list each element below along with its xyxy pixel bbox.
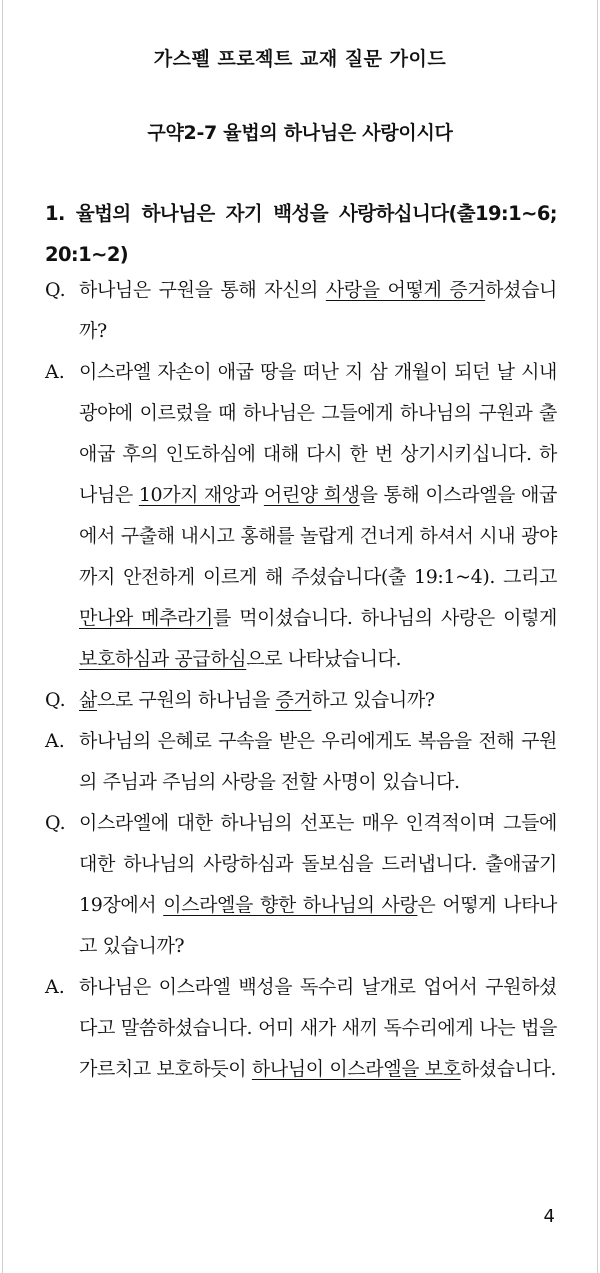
underlined-phrase: 이스라엘을 향한 하나님의 사랑 (163, 894, 418, 916)
text-segment: 하고 있습니까? (311, 689, 435, 711)
answer-label: A. (45, 361, 65, 383)
text-segment: 으로 구원의 하나님을 (96, 689, 276, 711)
answer-label: A. (45, 976, 65, 998)
text-segment: 하나님의 은혜로 구속을 받은 우리에게도 복음을 전해 구원의 주님과 주님의 사랑을 전할 사명이 있습니다. (79, 730, 557, 793)
answer-label: A. (45, 730, 65, 752)
answer-block (0, 352, 600, 680)
text-segment: 이스라엘 자손이 애굽 땅을 떠난 지 삼 개월이 되던 날 시내 광야에 이르렀을 때 하나님은 그들에게 하나님의 구원과 출애굽 후의 인도하심에 대해 다시 한 번 상기시키십니다. 하나님은 (79, 361, 557, 506)
lesson-title: 구약2-7 율법의 하나님은 사랑이시다 (147, 122, 453, 144)
answer-text (79, 721, 557, 803)
text-segment: 이스라엘에 대한 하나님의 선포는 매우 인격적이며 그들에 대한 하나님의 사랑하심과 돌보심을 드러냅니다. 출애굽기 19장에서 (79, 812, 557, 916)
question-block (0, 270, 600, 352)
underlined-phrase: 어린양 희생 (263, 484, 360, 506)
question-label: Q. (45, 812, 66, 834)
guide-title: 가스펠 프로젝트 교재 질문 가이드 (153, 48, 447, 70)
text-segment: 하나님은 구원을 통해 자신의 (79, 279, 326, 301)
qa-list (0, 270, 600, 1090)
question-block (0, 803, 600, 967)
answer-text (79, 967, 557, 1090)
text-segment: 를 먹이셨습니다. 하나님의 사랑은 이렇게 (212, 607, 557, 629)
question-text (79, 680, 557, 721)
underlined-phrase: 삶 (79, 689, 97, 711)
text-segment: 과 (239, 484, 264, 506)
underlined-phrase: 10가지 재앙 (138, 484, 240, 506)
text-segment: 하셨습니까? (79, 279, 557, 342)
section-heading: 1. 율법의 하나님은 자기 백성을 사랑하십니다(출19:1~6; 20:1~2) (45, 202, 557, 266)
underlined-phrase: 사랑을 어떻게 증거 (325, 279, 486, 301)
question-text (79, 270, 557, 352)
underlined-phrase: 만나와 메추라기 (79, 607, 213, 629)
underlined-phrase: 하나님이 이스라엘을 보호 (251, 1058, 461, 1080)
underlined-phrase: 보호하심과 공급하심 (79, 648, 247, 670)
underlined-phrase: 증거 (275, 689, 312, 711)
question-label: Q. (45, 279, 66, 301)
question-block (0, 680, 600, 721)
answer-block (0, 967, 600, 1090)
text-segment: 하나님은 이스라엘 백성을 독수리 날개로 업어서 구원하셨다고 말씀하셨습니다. 어미 새가 새끼 독수리에게 나는 법을 가르치고 보호하듯이 (79, 976, 557, 1080)
text-segment: 하셨습니다. (460, 1058, 557, 1080)
answer-text (79, 352, 557, 680)
page-number: 4 (543, 1206, 555, 1227)
question-text (79, 803, 557, 967)
text-segment: 은 어떻게 나타나고 있습니까? (79, 894, 557, 957)
text-segment: 으로 나타났습니다. (246, 648, 402, 670)
answer-block (0, 721, 600, 803)
question-label: Q. (45, 689, 66, 711)
text-segment: 을 통해 이스라엘을 애굽에서 구출해 내시고 홍해를 놀랍게 건너게 하셔서 시내 광야까지 안전하게 이르게 해 주셨습니다(출 19:1~4). 그리고 (79, 484, 557, 588)
